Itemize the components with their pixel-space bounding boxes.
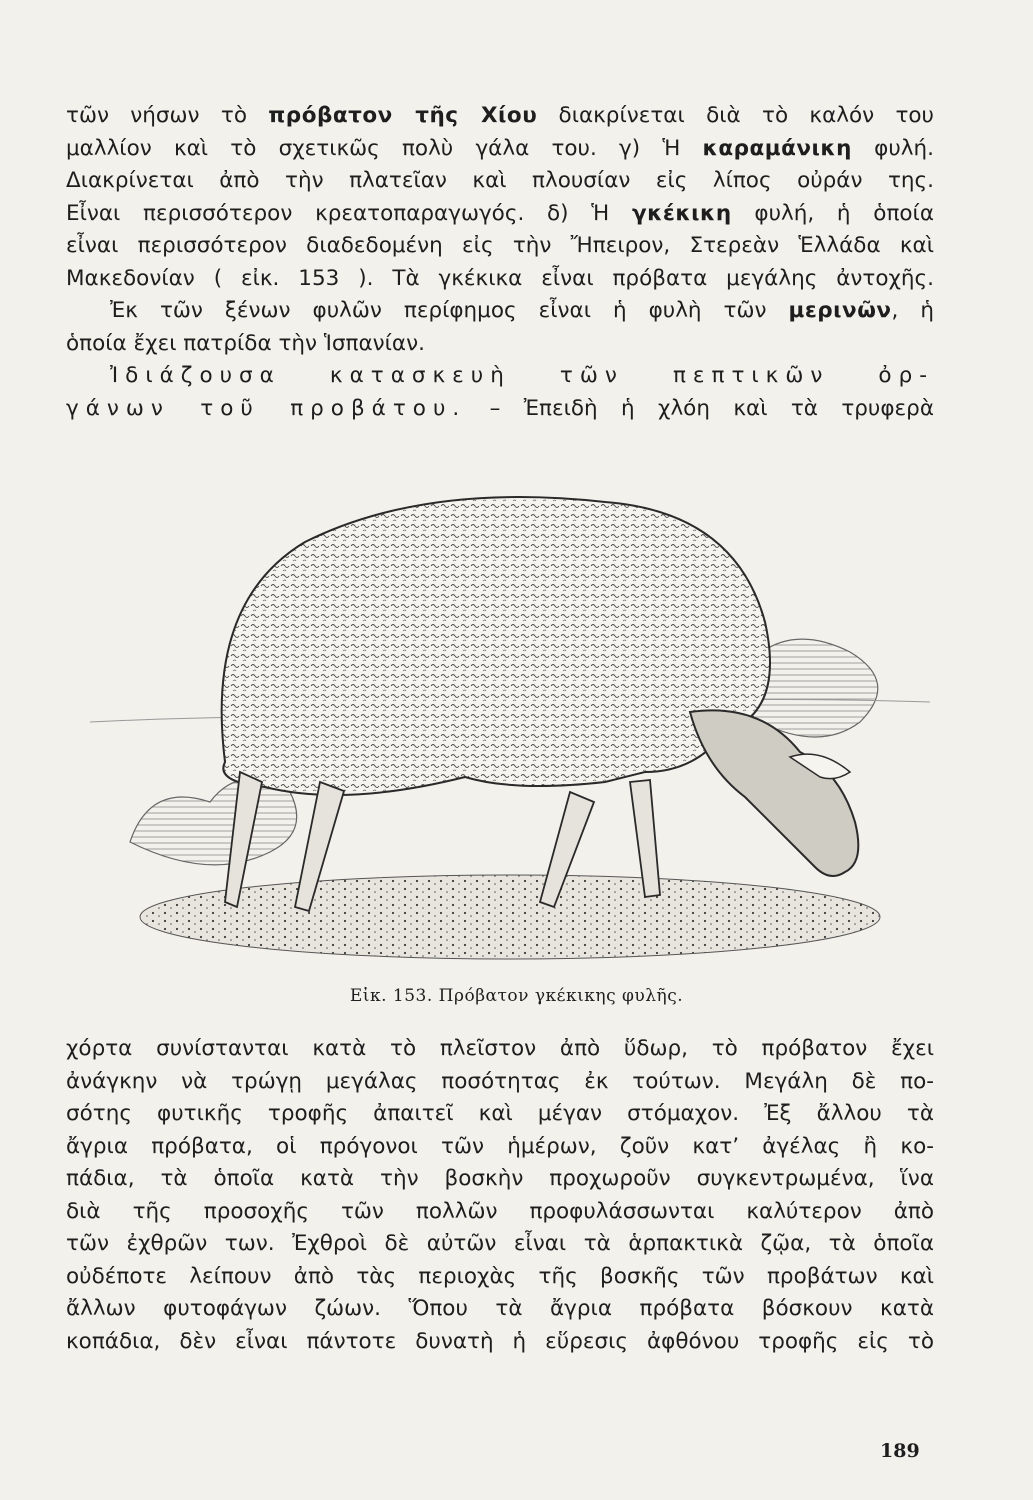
- text-run: τῶν νήσων τὸ: [66, 103, 269, 128]
- text-line: Μακεδονίαν ( εἰκ. 153 ). Τὰ γκέκικα εἶναι πρόβατα μεγάλης ἀντοχῆς.: [66, 265, 934, 291]
- text-line: τῶν ἐχθρῶν των. Ἐχθροὶ δὲ αὐτῶν εἶναι τὰ ἁρπακτικὰ ζῷα, τὰ ὁποῖα: [66, 1231, 934, 1256]
- text-line: Διακρίνεται ἀπὸ τὴν πλατεῖαν καὶ πλουσίαν εἰς λίπος οὐράν της.: [66, 168, 934, 193]
- text-line: ἄλλων φυτοφάγων ζώων. Ὅπου τὰ ἄγρια πρόβατα βόσκουν κατὰ: [66, 1296, 934, 1321]
- section-heading-end: γάνων τοῦ προβάτου.: [66, 395, 467, 421]
- text-line: [66, 198, 934, 231]
- text-line: ἄγρια πρόβατα, οἱ πρόγονοι τῶν ἡμέρων, ζοῦν κατ’ ἀγέλας ἢ κο-: [66, 1133, 934, 1159]
- bold-term: γκέκικη: [632, 200, 732, 226]
- text-run: φυλή.: [851, 135, 934, 161]
- bold-term: καραμάνικη: [702, 135, 852, 161]
- text-line: χόρτα συνίστανται κατὰ τὸ πλεῖστον ἀπὸ ὕδωρ, τὸ πρόβατον ἔχει: [66, 1036, 934, 1061]
- text-line: οὐδέποτε λείπουν ἀπὸ τὰς περιοχὰς τῆς βοσκῆς τῶν προβάτων καὶ: [66, 1263, 934, 1289]
- text-line: [66, 100, 934, 133]
- text-run: μαλλίον καὶ τὸ σχετικῶς πολὺ γάλα του. γ) Ἡ: [66, 135, 703, 161]
- text-line: ὁποία ἔχει πατρίδα τὴν Ἱσπανίαν.: [66, 330, 425, 356]
- page-number: 189: [880, 1440, 920, 1462]
- text-run: διακρίνεται διὰ τὸ καλόν του: [537, 103, 934, 128]
- text-run: , ἡ: [891, 298, 934, 323]
- text-line: εἶναι περισσότερον διαδεδομένη εἰς τὴν Ἤπειρον, Στερεὰν Ἑλλάδα καὶ: [66, 233, 934, 258]
- text-line: πάδια, τὰ ὁποῖα κατὰ τὴν βοσκὴν προχωροῦν συγκεντρωμένα, ἵνα: [66, 1166, 934, 1191]
- bold-term: μερινῶν: [788, 298, 892, 323]
- text-line: κοπάδια, δὲν εἶναι πάντοτε δυνατὴ ἡ εὕρεσις ἀφθόνου τροφῆς εἰς τὸ: [66, 1328, 934, 1354]
- bold-term: πρόβατον τῆς Χίου: [268, 103, 538, 128]
- figure-caption: Εἰκ. 153. Πρόβατον γκέκικης φυλῆς.: [349, 986, 684, 1006]
- section-heading: Ἰδιάζουσα κατασκευὴ τῶν πεπτικῶν ὀρ-: [110, 363, 934, 388]
- text-line: ἀνάγκην νὰ τρώγῃ μεγάλας ποσότητας ἐκ τούτων. Μεγάλη δὲ πο-: [66, 1068, 934, 1094]
- text-line: διὰ τῆς προσοχῆς τῶν πολλῶν προφυλάσσωνται καλύτερον ἀπὸ: [66, 1198, 934, 1224]
- text-run: Ἐκ τῶν ξένων φυλῶν περίφημος εἶναι ἡ φυλὴ τῶν: [110, 298, 789, 323]
- text-line: [66, 393, 934, 426]
- text-run: Εἶναι περισσότερον κρεατοπαραγωγός. δ) Ἡ: [66, 200, 633, 226]
- text-line: [66, 295, 934, 328]
- sheep-illustration: [90, 462, 950, 992]
- text-line: σότης φυτικῆς τροφῆς ἀπαιτεῖ καὶ μέγαν στόμαχον. Ἐξ ἄλλου τὰ: [66, 1101, 934, 1126]
- ground: [140, 875, 880, 959]
- paragraph-top: [66, 100, 934, 425]
- paragraph-bottom: [66, 1033, 934, 1358]
- text-line: [66, 133, 934, 166]
- text-run: φυλή, ἡ ὁποία: [731, 200, 934, 226]
- text-run: – Ἐπειδὴ ἡ χλόη καὶ τὰ τρυφερὰ: [466, 395, 934, 421]
